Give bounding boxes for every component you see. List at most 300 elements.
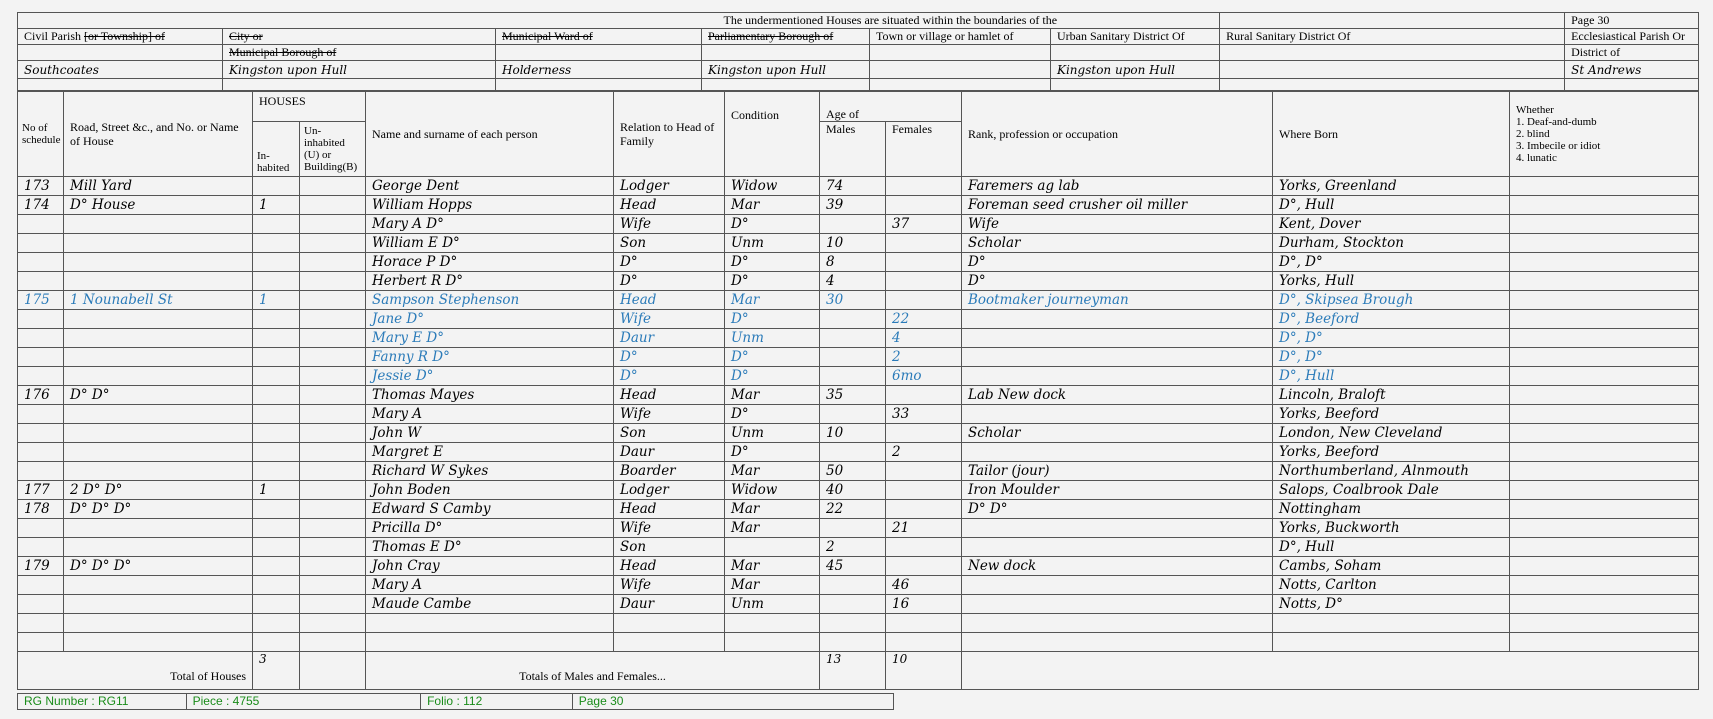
born-cell: D°, Hull xyxy=(1273,538,1510,557)
schedule-cell: 177 xyxy=(18,481,64,500)
relation-cell: Wife xyxy=(614,215,725,234)
col-age-of: Age of xyxy=(820,92,962,122)
condition-cell: D° xyxy=(725,215,820,234)
born-cell: D°, Hull xyxy=(1273,367,1510,386)
road-cell xyxy=(64,538,253,557)
inhabited-cell xyxy=(253,595,300,614)
inhabited-cell xyxy=(253,500,300,519)
col-houses: HOUSES xyxy=(253,92,366,122)
schedule-cell xyxy=(18,405,64,424)
value-rural xyxy=(1220,61,1565,79)
relation-cell: Daur xyxy=(614,443,725,462)
whether-cell xyxy=(1510,405,1699,424)
table-row xyxy=(18,234,1699,253)
boundaries-title: The undermentioned Houses are situated within the boundaries of the xyxy=(18,13,1220,29)
schedule-cell xyxy=(18,348,64,367)
whether-cell xyxy=(1510,443,1699,462)
rg-number: RG Number : RG11 xyxy=(18,694,187,709)
condition-cell: Mar xyxy=(725,196,820,215)
road-cell xyxy=(64,310,253,329)
relation-cell: D° xyxy=(614,253,725,272)
born-cell: Yorks, Hull xyxy=(1273,272,1510,291)
females-cell xyxy=(886,424,962,443)
rank-cell: D° D° xyxy=(962,500,1273,519)
relation-cell: Wife xyxy=(614,310,725,329)
relation-cell: Wife xyxy=(614,405,725,424)
schedule-cell: 179 xyxy=(18,557,64,576)
whether-cell xyxy=(1510,386,1699,405)
col-males: Males xyxy=(820,122,886,177)
schedule-cell xyxy=(18,329,64,348)
born-cell: Lincoln, Braloft xyxy=(1273,386,1510,405)
total-houses-value: 3 xyxy=(253,652,300,690)
inhabited-cell xyxy=(253,557,300,576)
rank-cell: Tailor (jour) xyxy=(962,462,1273,481)
name-cell: William Hopps xyxy=(366,196,614,215)
born-cell: Yorks, Beeford xyxy=(1273,443,1510,462)
relation-cell: Head xyxy=(614,557,725,576)
schedule-cell xyxy=(18,595,64,614)
road-cell: D° D° D° xyxy=(64,557,253,576)
condition-cell: Unm xyxy=(725,234,820,253)
condition-cell: Unm xyxy=(725,595,820,614)
schedule-cell: 173 xyxy=(18,177,64,196)
schedule-cell xyxy=(18,272,64,291)
table-row xyxy=(18,291,1699,310)
road-cell: Mill Yard xyxy=(64,177,253,196)
males-cell xyxy=(820,329,886,348)
table-row xyxy=(18,481,1699,500)
relation-cell: Head xyxy=(614,291,725,310)
males-cell: 30 xyxy=(820,291,886,310)
rank-cell: Bootmaker journeyman xyxy=(962,291,1273,310)
page-number: Page 30 xyxy=(1565,13,1699,29)
females-cell: 2 xyxy=(886,348,962,367)
rank-cell: D° xyxy=(962,272,1273,291)
males-cell xyxy=(820,519,886,538)
rank-cell: D° xyxy=(962,253,1273,272)
males-cell xyxy=(820,405,886,424)
uninhabited-cell xyxy=(300,519,366,538)
census-sheet xyxy=(17,12,1698,691)
schedule-cell xyxy=(18,424,64,443)
schedule-cell xyxy=(18,519,64,538)
road-cell xyxy=(64,519,253,538)
uninhabited-cell xyxy=(300,348,366,367)
schedule-cell xyxy=(18,538,64,557)
table-row xyxy=(18,348,1699,367)
relation-cell: Daur xyxy=(614,329,725,348)
males-cell: 22 xyxy=(820,500,886,519)
table-row xyxy=(18,386,1699,405)
females-cell xyxy=(886,253,962,272)
inhabited-cell xyxy=(253,443,300,462)
rank-cell xyxy=(962,576,1273,595)
inhabited-cell xyxy=(253,348,300,367)
born-cell: Notts, D° xyxy=(1273,595,1510,614)
rank-cell: Iron Moulder xyxy=(962,481,1273,500)
uninhabited-cell xyxy=(300,310,366,329)
table-row xyxy=(18,253,1699,272)
condition-cell: Mar xyxy=(725,500,820,519)
females-cell: 16 xyxy=(886,595,962,614)
uninhabited-cell xyxy=(300,462,366,481)
rank-cell xyxy=(962,310,1273,329)
table-row xyxy=(18,367,1699,386)
whether-cell xyxy=(1510,215,1699,234)
schedule-cell xyxy=(18,462,64,481)
inhabited-cell xyxy=(253,386,300,405)
rank-cell xyxy=(962,329,1273,348)
source-footer xyxy=(17,693,894,710)
females-cell: 4 xyxy=(886,329,962,348)
piece-number: Piece : 4755 xyxy=(187,694,421,709)
totals-row xyxy=(18,652,1699,690)
born-cell: D°, Hull xyxy=(1273,196,1510,215)
name-cell: John Cray xyxy=(366,557,614,576)
rank-cell: New dock xyxy=(962,557,1273,576)
road-cell xyxy=(64,424,253,443)
females-cell xyxy=(886,291,962,310)
label-municipal-ward: Municipal Ward of xyxy=(496,29,702,45)
col-relation: Relation to Head of Family xyxy=(614,92,725,177)
name-cell: Margret E xyxy=(366,443,614,462)
road-cell xyxy=(64,329,253,348)
uninhabited-cell xyxy=(300,386,366,405)
name-cell: Herbert R D° xyxy=(366,272,614,291)
inhabited-cell xyxy=(253,405,300,424)
uninhabited-cell xyxy=(300,405,366,424)
females-cell xyxy=(886,538,962,557)
road-cell xyxy=(64,234,253,253)
uninhabited-cell xyxy=(300,424,366,443)
name-cell: Horace P D° xyxy=(366,253,614,272)
whether-cell xyxy=(1510,196,1699,215)
inhabited-cell xyxy=(253,253,300,272)
col-schedule: No of schedule xyxy=(18,92,64,177)
born-cell: D°, Skipsea Brough xyxy=(1273,291,1510,310)
inhabited-cell xyxy=(253,424,300,443)
relation-cell: Son xyxy=(614,234,725,253)
rank-cell xyxy=(962,405,1273,424)
road-cell: D° D° xyxy=(64,386,253,405)
condition-cell: Mar xyxy=(725,462,820,481)
condition-cell: D° xyxy=(725,253,820,272)
inhabited-cell xyxy=(253,462,300,481)
table-row xyxy=(18,215,1699,234)
inhabited-cell: 1 xyxy=(253,481,300,500)
males-cell: 35 xyxy=(820,386,886,405)
born-cell: Yorks, Beeford xyxy=(1273,405,1510,424)
condition-cell: D° xyxy=(725,348,820,367)
females-cell: 2 xyxy=(886,443,962,462)
born-cell: D°, D° xyxy=(1273,253,1510,272)
uninhabited-cell xyxy=(300,329,366,348)
name-cell: William E D° xyxy=(366,234,614,253)
condition-cell: Mar xyxy=(725,557,820,576)
uninhabited-cell xyxy=(300,196,366,215)
condition-cell: Unm xyxy=(725,424,820,443)
relation-cell: Head xyxy=(614,500,725,519)
total-females: 10 xyxy=(886,652,962,690)
name-cell: Pricilla D° xyxy=(366,519,614,538)
inhabited-cell xyxy=(253,215,300,234)
condition-cell: Widow xyxy=(725,481,820,500)
whether-cell xyxy=(1510,576,1699,595)
uninhabited-cell xyxy=(300,557,366,576)
born-cell: Nottingham xyxy=(1273,500,1510,519)
rank-cell xyxy=(962,443,1273,462)
name-cell: Jane D° xyxy=(366,310,614,329)
inhabited-cell xyxy=(253,329,300,348)
table-row xyxy=(18,576,1699,595)
relation-cell: D° xyxy=(614,348,725,367)
uninhabited-cell xyxy=(300,177,366,196)
name-cell: Maude Cambe xyxy=(366,595,614,614)
relation-cell: Wife xyxy=(614,576,725,595)
condition-cell: D° xyxy=(725,272,820,291)
relation-cell: Head xyxy=(614,196,725,215)
whether-cell xyxy=(1510,424,1699,443)
schedule-cell: 175 xyxy=(18,291,64,310)
label-urban: Urban Sanitary District Of xyxy=(1051,29,1220,45)
whether-cell xyxy=(1510,329,1699,348)
road-cell xyxy=(64,215,253,234)
name-cell: Mary A xyxy=(366,405,614,424)
col-condition: Condition xyxy=(725,92,820,177)
born-cell: D°, D° xyxy=(1273,329,1510,348)
inhabited-cell xyxy=(253,367,300,386)
condition-cell xyxy=(725,538,820,557)
females-cell xyxy=(886,462,962,481)
females-cell xyxy=(886,234,962,253)
folio-number: Folio : 112 xyxy=(421,694,573,709)
condition-cell: D° xyxy=(725,367,820,386)
label-eccl-1: Ecclesiastical Parish Or xyxy=(1565,29,1699,45)
born-cell: Cambs, Soham xyxy=(1273,557,1510,576)
inhabited-cell xyxy=(253,519,300,538)
born-cell: Kent, Dover xyxy=(1273,215,1510,234)
males-cell xyxy=(820,310,886,329)
rank-cell: Foreman seed crusher oil miller xyxy=(962,196,1273,215)
relation-cell: Wife xyxy=(614,519,725,538)
table-row xyxy=(18,405,1699,424)
road-cell: D° D° D° xyxy=(64,500,253,519)
uninhabited-cell xyxy=(300,595,366,614)
males-cell: 45 xyxy=(820,557,886,576)
uninhabited-cell xyxy=(300,253,366,272)
schedule-cell xyxy=(18,443,64,462)
value-municipal-ward: Holderness xyxy=(496,61,702,79)
females-cell xyxy=(886,481,962,500)
col-females: Females xyxy=(886,122,962,177)
uninhabited-cell xyxy=(300,272,366,291)
males-cell: 8 xyxy=(820,253,886,272)
label-parliamentary-borough: Parliamentary Borough of xyxy=(702,29,870,45)
table-row xyxy=(18,310,1699,329)
relation-cell: Daur xyxy=(614,595,725,614)
name-cell: Mary E D° xyxy=(366,329,614,348)
schedule-cell xyxy=(18,576,64,595)
relation-cell: D° xyxy=(614,272,725,291)
condition-cell: Mar xyxy=(725,519,820,538)
value-city: Kingston upon Hull xyxy=(223,61,496,79)
whether-cell xyxy=(1510,291,1699,310)
table-row xyxy=(18,272,1699,291)
col-name: Name and surname of each person xyxy=(366,92,614,177)
males-cell xyxy=(820,348,886,367)
condition-cell: Widow xyxy=(725,177,820,196)
table-row xyxy=(18,519,1699,538)
total-males: 13 xyxy=(820,652,886,690)
whether-cell xyxy=(1510,481,1699,500)
males-cell xyxy=(820,443,886,462)
name-cell: Mary A xyxy=(366,576,614,595)
name-cell: Edward S Camby xyxy=(366,500,614,519)
born-cell: D°, D° xyxy=(1273,348,1510,367)
rank-cell xyxy=(962,367,1273,386)
table-row xyxy=(18,177,1699,196)
whether-cell xyxy=(1510,595,1699,614)
inhabited-cell xyxy=(253,272,300,291)
born-cell: Yorks, Buckworth xyxy=(1273,519,1510,538)
label-town: Town or village or hamlet of xyxy=(870,29,1051,45)
condition-cell: Mar xyxy=(725,291,820,310)
rank-cell: Scholar xyxy=(962,234,1273,253)
value-parliamentary-borough: Kingston upon Hull xyxy=(702,61,870,79)
schedule-cell xyxy=(18,253,64,272)
road-cell xyxy=(64,367,253,386)
condition-cell: Mar xyxy=(725,576,820,595)
males-cell xyxy=(820,215,886,234)
males-cell xyxy=(820,576,886,595)
relation-cell: Lodger xyxy=(614,177,725,196)
uninhabited-cell xyxy=(300,234,366,253)
uninhabited-cell xyxy=(300,576,366,595)
inhabited-cell xyxy=(253,177,300,196)
uninhabited-cell xyxy=(300,538,366,557)
table-row xyxy=(18,196,1699,215)
name-cell: Thomas Mayes xyxy=(366,386,614,405)
road-cell xyxy=(64,348,253,367)
males-cell: 40 xyxy=(820,481,886,500)
males-cell: 50 xyxy=(820,462,886,481)
males-cell: 2 xyxy=(820,538,886,557)
name-cell: John Boden xyxy=(366,481,614,500)
table-row xyxy=(18,462,1699,481)
schedule-cell xyxy=(18,234,64,253)
whether-cell xyxy=(1510,177,1699,196)
schedule-cell: 176 xyxy=(18,386,64,405)
inhabited-cell xyxy=(253,538,300,557)
col-road: Road, Street &c., and No. or Name of House xyxy=(64,92,253,177)
relation-cell: Lodger xyxy=(614,481,725,500)
relation-cell: Head xyxy=(614,386,725,405)
rank-cell xyxy=(962,595,1273,614)
road-cell xyxy=(64,443,253,462)
table-row xyxy=(18,443,1699,462)
table-row xyxy=(18,500,1699,519)
inhabited-cell xyxy=(253,310,300,329)
males-cell: 4 xyxy=(820,272,886,291)
born-cell: Salops, Coalbrook Dale xyxy=(1273,481,1510,500)
males-cell xyxy=(820,367,886,386)
females-cell: 33 xyxy=(886,405,962,424)
inhabited-cell xyxy=(253,234,300,253)
males-cell: 10 xyxy=(820,234,886,253)
name-cell: Fanny R D° xyxy=(366,348,614,367)
total-houses-label: Total of Houses xyxy=(18,652,253,690)
table-row xyxy=(18,595,1699,614)
road-cell xyxy=(64,253,253,272)
whether-cell xyxy=(1510,500,1699,519)
census-table xyxy=(17,91,1699,690)
col-inhabited: In- habited xyxy=(253,122,300,177)
location-header xyxy=(17,12,1699,91)
label-rural: Rural Sanitary District Of xyxy=(1220,29,1565,45)
rank-cell: Scholar xyxy=(962,424,1273,443)
value-urban: Kingston upon Hull xyxy=(1051,61,1220,79)
males-cell: 39 xyxy=(820,196,886,215)
inhabited-cell: 1 xyxy=(253,291,300,310)
schedule-cell xyxy=(18,215,64,234)
rank-cell xyxy=(962,348,1273,367)
females-cell xyxy=(886,177,962,196)
name-cell: Jessie D° xyxy=(366,367,614,386)
rank-cell: Faremers ag lab xyxy=(962,177,1273,196)
road-cell xyxy=(64,595,253,614)
name-cell: George Dent xyxy=(366,177,614,196)
value-eccl: St Andrews xyxy=(1565,61,1699,79)
females-cell: 46 xyxy=(886,576,962,595)
rank-cell: Wife xyxy=(962,215,1273,234)
schedule-cell xyxy=(18,367,64,386)
whether-cell xyxy=(1510,253,1699,272)
road-cell xyxy=(64,576,253,595)
relation-cell: D° xyxy=(614,367,725,386)
whether-cell xyxy=(1510,462,1699,481)
born-cell: Durham, Stockton xyxy=(1273,234,1510,253)
rank-cell: Lab New dock xyxy=(962,386,1273,405)
uninhabited-cell xyxy=(300,500,366,519)
table-row xyxy=(18,329,1699,348)
condition-cell: Mar xyxy=(725,386,820,405)
name-cell: Mary A D° xyxy=(366,215,614,234)
born-cell: London, New Cleveland xyxy=(1273,424,1510,443)
females-cell: 6mo xyxy=(886,367,962,386)
label-eccl-2: District of xyxy=(1565,45,1699,61)
females-cell xyxy=(886,500,962,519)
road-cell xyxy=(64,462,253,481)
uninhabited-cell xyxy=(300,481,366,500)
road-cell: D° House xyxy=(64,196,253,215)
census-rows xyxy=(18,177,1699,614)
col-rank: Rank, profession or occupation xyxy=(962,92,1273,177)
inhabited-cell xyxy=(253,576,300,595)
name-cell: Thomas E D° xyxy=(366,538,614,557)
males-cell: 10 xyxy=(820,424,886,443)
females-cell: 21 xyxy=(886,519,962,538)
schedule-cell: 174 xyxy=(18,196,64,215)
inhabited-cell: 1 xyxy=(253,196,300,215)
uninhabited-cell xyxy=(300,443,366,462)
col-uninhabited: Un- inhabited (U) or Building(B) xyxy=(300,122,366,177)
relation-cell: Son xyxy=(614,424,725,443)
born-cell: D°, Beeford xyxy=(1273,310,1510,329)
females-cell xyxy=(886,272,962,291)
label-municipal-borough: Municipal Borough of xyxy=(223,45,496,61)
col-whether: Whether 1. Deaf-and-dumb 2. blind 3. Imbecile or idiot 4. lunatic xyxy=(1510,92,1699,177)
